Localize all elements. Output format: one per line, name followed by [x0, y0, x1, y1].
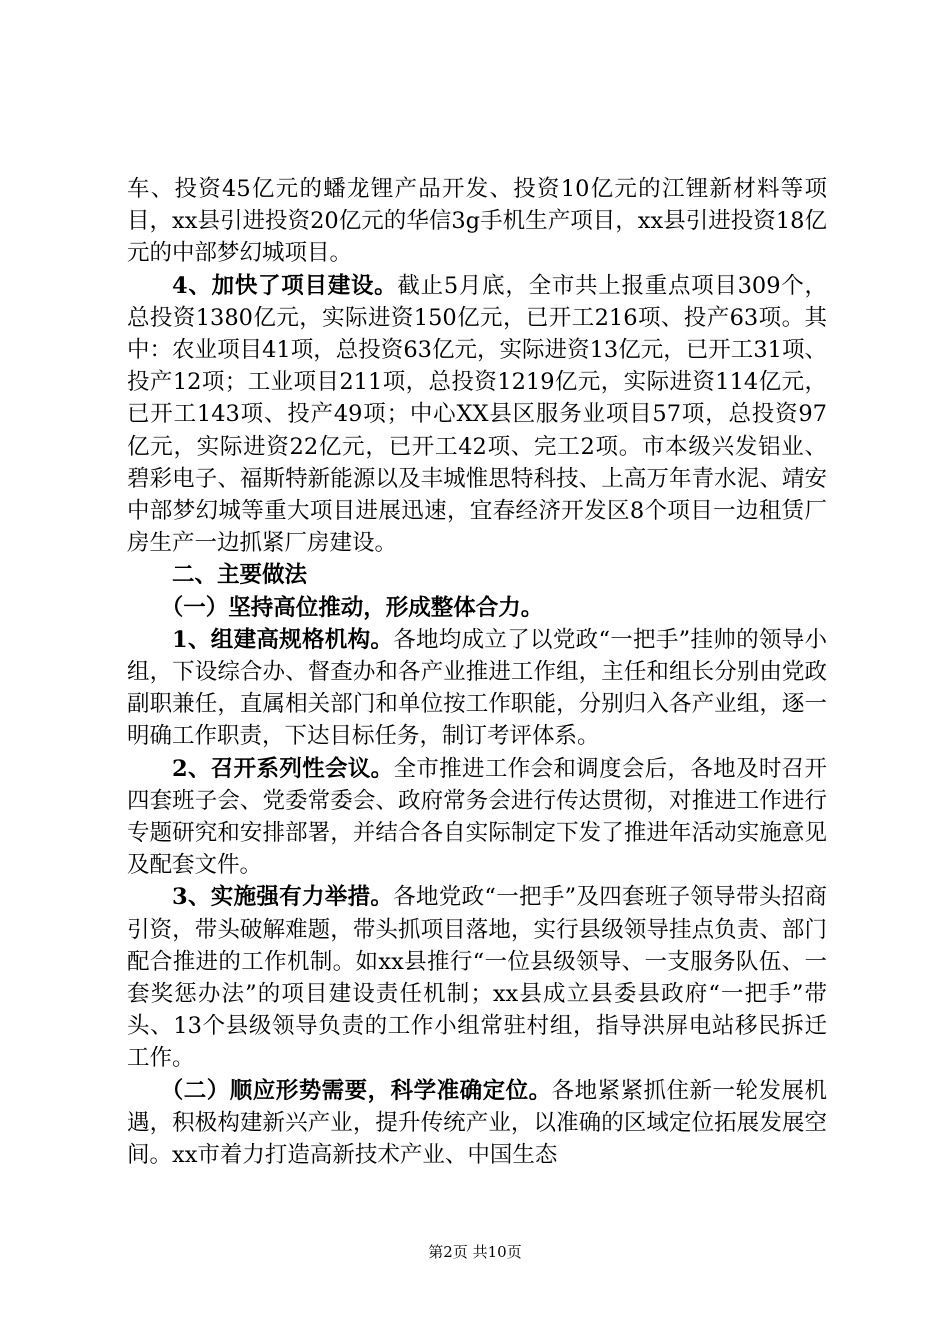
subsection-heading-text: （二）顺应形势需要，科学准确定位。: [160, 1077, 552, 1104]
paragraph-measures: [127, 881, 827, 1074]
paragraph-text: 各地党政“一把手”及四套班子领导带头招商引资，带头破解难题，带头抓项目落地，实行县级领导挂点负责、部门配合推进的工作机制。如xx县推行“一位县级领导、一支服务队伍、一套奖惩办法”的项目建设责任机制；xx县成立县委县政府“一把手”带头、13个县级领导负责的工作小组常驻村组，指导洪屏电站移民拆迁工作。: [127, 884, 827, 1072]
paragraph-heading: 3、实施强有力举措。: [172, 884, 394, 911]
paragraph-text: 截止5月底，全市共上报重点项目309个，总投资1380亿元，实际进资150亿元，已开工216项、投产63项。其中：农业项目41项，总投资63亿元，实际进资13亿元，已开工31项、投产12项；工业项目211项，总投资1219亿元，实际进资114亿元，已开工143项、投产49项；中心XX县区服务业项目57项，总投资97亿元，实际进资22亿元，已开工42项、完工2项。市本级兴发铝业、碧彩电子、福斯特新能源以及丰城惟思特科技、上高万年青水泥、靖安中部梦幻城等重大项目进展迅速，宜春经济开发区8个项目一边租赁厂房生产一边抓紧厂房建设。: [127, 272, 828, 557]
section-heading-text: 二、主要做法: [172, 562, 308, 589]
paragraph-text: 车、投资45亿元的蟠龙锂产品开发、投资10亿元的江锂新材料等项目，xx县引进投资20亿元的华信3g手机生产项目，xx县引进投资18亿元的中部梦幻城项目。: [127, 176, 827, 267]
paragraph-heading: 1、组建高规格机构。: [172, 626, 394, 653]
paragraph-text: 全市推进工作会和调度会后，各地及时召开四套班子会、党委常委会、政府常务会进行传达贯彻，对推进工作进行专题研究和安排部署，并结合各自实际制定下发了推进年活动实施意见及配套文件。: [127, 755, 827, 879]
page-number-label: 第2页 共10页: [428, 1243, 522, 1261]
paragraph-meetings: [127, 753, 827, 882]
paragraph-continuation: [127, 173, 827, 270]
subsection-heading-text: （一）坚持高位推动，形成整体合力。: [160, 594, 544, 621]
document-body: [127, 173, 827, 1171]
paragraph-text: 各地紧紧抓住新一轮发展机遇，积极构建新兴产业，提升传统产业，以准确的区域定位拓展发展空间。xx市着力打造高新技术产业、中国生态: [127, 1077, 827, 1169]
paragraph-text: 各地均成立了以党政“一把手”挂帅的领导小组，下设综合办、督查办和各产业推进工作组，主任和组长分别由党政副职兼任，直属相关部门和单位按工作职能，分别归入各产业组，逐一明确工作职责，下达目标任务，制订考评体系。: [127, 626, 827, 750]
paragraph-organization: [127, 624, 827, 753]
paragraph-project-construction: [127, 270, 827, 560]
paragraph-positioning: [127, 1075, 827, 1172]
paragraph-heading: 4、加快了项目建设。: [172, 272, 398, 299]
subsection-heading-high-level-push: [127, 592, 827, 624]
section-heading-main-practices: [127, 559, 827, 591]
paragraph-heading: 2、召开系列性会议。: [172, 755, 394, 782]
page-footer: [0, 1241, 950, 1262]
